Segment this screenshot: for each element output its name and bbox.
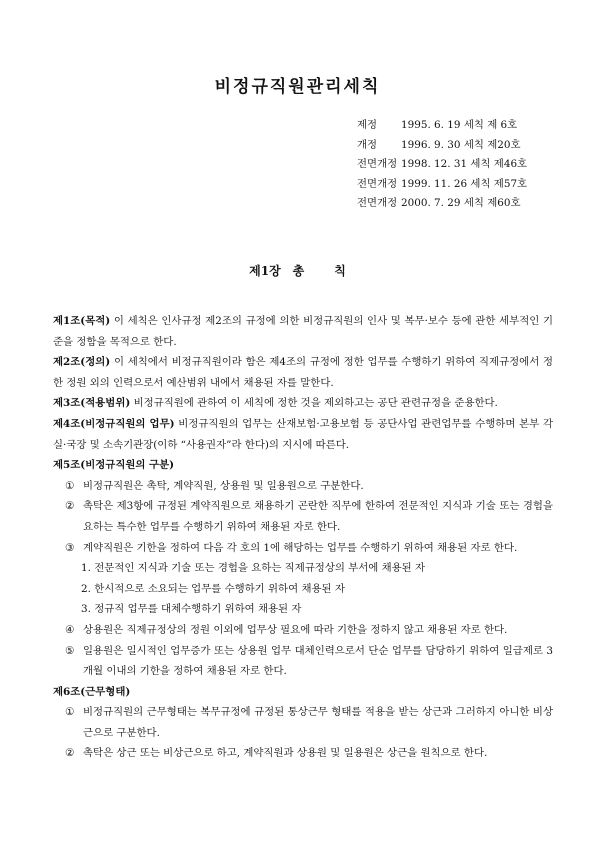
clause-item — [53, 538, 553, 559]
clause-mark: ① — [65, 479, 75, 492]
chapter-word-1: 총 — [292, 264, 305, 278]
revision-type: 전면개정 — [357, 158, 398, 171]
article-text: 이 세칙은 인사규정 제2조의 규정에 의한 비정규직원의 인사 및 복무·보수 등에 관한 세부적인 기준을 정함을 목적으로 한다. — [53, 315, 553, 348]
clause-item — [53, 702, 553, 743]
clause-text: 일용원은 일시적인 업무증가 또는 상용원 업무 대체인력으로서 단순 업무를 담당하기 위하여 일급제로 3개월 이내의 기한을 정하여 채용된 자로 한다. — [83, 644, 553, 678]
clause-text: 상용원은 직제규정상의 정원 이외에 업무상 필요에 따라 기한을 정하지 않고 채용된 자로 한다. — [83, 623, 508, 636]
article-text: 비정규직원에 관하여 이 세칙에 정한 것을 제외하고는 공단 관련규정을 준용한다. — [130, 397, 498, 410]
article-text: 이 세칙에서 비정규직원이라 함은 제4조의 규정에 정한 업무를 수행하기 위하여 직제규정에서 정한 정원 외의 인력으로서 예산범위 내에서 채용된 자를 말한다. — [53, 356, 553, 389]
clause-mark: ① — [65, 706, 75, 719]
clause-item — [53, 476, 553, 497]
revision-row — [357, 155, 557, 175]
clause-mark: ④ — [65, 623, 75, 636]
article-1 — [53, 311, 553, 352]
revision-row — [357, 175, 557, 195]
article-2 — [53, 352, 553, 393]
article-text: 비정규직원의 업무는 산재보험·고용보험 등 공단사업 관련업무를 수행하며 본부 각실·국장 및 소속기관장(이하 “사용권자”라 한다)의 지시에 따른다. — [53, 417, 554, 451]
clause-text: 촉탁은 상근 또는 비상근으로 하고, 계약직원과 상용원 및 일용원은 상근을 원칙으로 한다. — [83, 747, 488, 760]
article-3 — [53, 393, 553, 414]
revision-rule: 세칙 제 6호 — [463, 119, 518, 131]
clause-item — [53, 743, 553, 764]
document-title: 비정규직원관리세칙 — [214, 77, 381, 97]
revision-row — [357, 136, 557, 156]
revision-type: 전면개정 — [357, 177, 398, 190]
revision-date: 1998. 12. 31 — [401, 158, 468, 171]
revision-rule: 세칙 제57호 — [470, 177, 528, 190]
revision-date: 2000. 7. 29 — [401, 197, 461, 210]
clause-text: 촉탁은 제3항에 규정된 계약직원으로 채용하기 곤란한 직무에 한하여 전문적인 지식과 기술 또는 경험을 요하는 특수한 업무를 수행하기 위하여 채용된 자로 한다. — [83, 500, 553, 533]
clause-mark: ② — [65, 500, 75, 513]
revision-history — [357, 116, 557, 214]
revision-type: 제정 — [357, 119, 378, 131]
revision-row — [357, 194, 557, 214]
revision-date: 1999. 11. 26 — [401, 177, 468, 190]
article-heading: 제3조(적용범위) — [53, 397, 131, 410]
chapter-word-2: 칙 — [334, 264, 346, 278]
clause-mark: ② — [65, 747, 75, 760]
revision-type: 전면개정 — [357, 197, 398, 210]
document-body — [53, 311, 553, 764]
clause-mark: ③ — [65, 541, 75, 554]
article-heading: 제2조(정의) — [53, 356, 111, 369]
article-6-heading: 제6조(근무형태) — [53, 685, 131, 698]
chapter-number: 제1장 — [249, 264, 281, 278]
revision-rule: 세칙 제20호 — [463, 138, 521, 151]
sub-item: 2. 한시적으로 소요되는 업무를 수행하기 위하여 채용된 자 — [81, 582, 345, 595]
revision-date: 1996. 9. 30 — [401, 138, 461, 151]
revision-type: 개정 — [357, 138, 378, 151]
revision-date: 1995. 6. 19 — [401, 119, 461, 131]
clause-text: 비정규직원은 촉탁, 계약직원, 상용원 및 일용원으로 구분한다. — [83, 479, 364, 492]
sub-item: 1. 전문적인 지식과 기술 또는 경험을 요하는 직제규정상의 부서에 채용된 자 — [81, 562, 426, 575]
article-5-heading: 제5조(비정규직원의 구분) — [53, 459, 175, 472]
clause-item — [53, 641, 553, 682]
article-4 — [53, 414, 553, 455]
clause-mark: ⑤ — [65, 644, 75, 657]
revision-rule: 세칙 제60호 — [463, 197, 521, 210]
clause-item — [53, 496, 553, 537]
clause-text: 비정규직원의 근무형태는 복무규정에 규정된 통상근무 형태를 적용을 받는 상근과 그러하지 아니한 비상근으로 구분한다. — [83, 706, 553, 739]
clause-item — [53, 620, 553, 641]
sub-item: 3. 정규직 업무를 대체수행하기 위하여 채용된 자 — [81, 603, 302, 616]
revision-rule: 세칙 제46호 — [470, 158, 528, 171]
article-heading: 제1조(목적) — [53, 315, 111, 327]
clause-text: 계약직원은 기한을 정하여 다음 각 호의 1에 해당하는 업무를 수행하기 위하여 채용된 자로 한다. — [83, 541, 518, 554]
revision-row — [357, 116, 557, 136]
chapter-heading — [0, 262, 595, 279]
article-heading: 제4조(비정규직원의 업무) — [53, 417, 175, 430]
